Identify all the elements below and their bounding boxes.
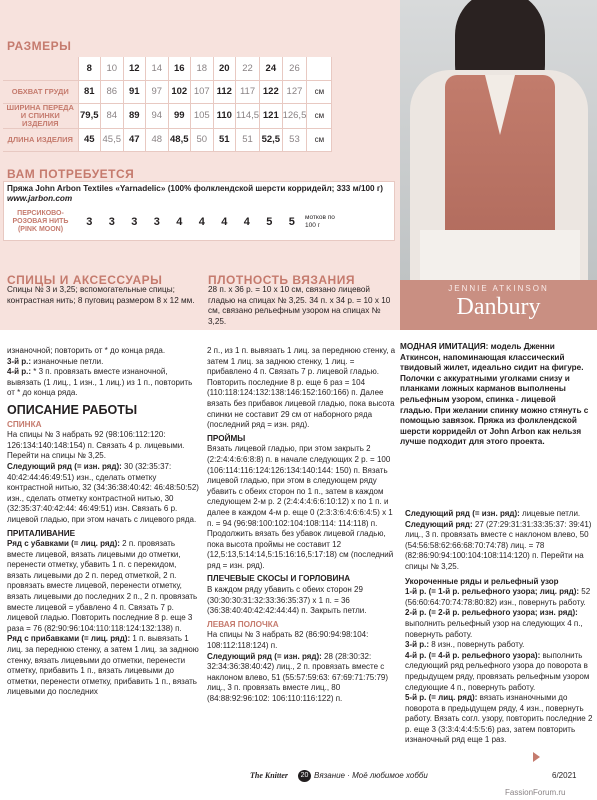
increase-row-label: Ряд с прибавками (= лиц. ряд): (7, 634, 131, 644)
size-header-cell: 16 (168, 57, 191, 80)
size-cell: 114,5 (236, 103, 260, 128)
site-credit: FassionForum.ru (505, 788, 566, 797)
size-cell: 79,5 (78, 103, 101, 128)
size-header-row (3, 57, 332, 80)
size-header-cell: 12 (123, 57, 146, 80)
col2-p0: 2 п., из 1 п. вывязать 1 лиц. за переднюю стенку, а затем 1 лиц. за заднюю стенку, 1 лиц. = прибавлено 4 п. Связать 7 р. лицевой гладью. Повторить последние 8 р. еще 6 раз = 104 (110:118:124:132:138:146:152:160:166) п. Далее вязать без прибавок лицевой гладью, пока высота спинки не составит 29 см от наборного ряда (последний ряд = изн. ряд). (207, 346, 396, 430)
short-rows-heading: Укороченные ряды и рельефный узор (405, 576, 559, 586)
continue-arrow-icon (533, 752, 540, 762)
yarn-qty-cell: 4 (243, 216, 250, 228)
yarn-qty-cell: 3 (153, 216, 160, 228)
size-header-cell: 24 (260, 57, 283, 80)
col3-r5-label: 5-й р. (= лиц. ряд): (405, 693, 478, 703)
intro-body: модель Дженни Аткинсон, напоминающая классический твидовый жилет, идеально сидит на фигуре. Полочки с аккуратными уголками снизу и планками ложных карманов выполнены рельефным узором, спинка - лицевой гладью. При желании спинку можно стянуть с помощью завязок. Пряжа из фолклендской шерсти корридейл от John Arbon как нельзя лучше подходит для этого проекта. (400, 342, 589, 447)
col1-r4-label: 4-й р.: (7, 367, 32, 377)
col3-r4-text: выполнить следующий ряд рельефного узора до поворота в предыдущем ряду, провязать рельефным узором следующие 4 п., повернуть работу. (405, 650, 590, 692)
size-cell: 81 (78, 80, 101, 103)
size-cell: 50 (191, 128, 214, 151)
col3-r4-label: 4-й р. (= 4-й р. рельефного узора): (405, 650, 541, 660)
size-cell: 51 (236, 128, 260, 151)
yarn-qty-cell: 3 (131, 216, 138, 228)
intro-lead: МОДНАЯ ИМИТАЦИЯ: (400, 342, 491, 351)
col1-r3-label: 3-й р.: (7, 356, 32, 366)
column-2 (207, 346, 397, 705)
model-photo (400, 0, 597, 280)
col1-next-row-label: Следующий ряд (= изн. ряд): (7, 461, 122, 471)
size-cell: 94 (146, 103, 169, 128)
left-front-text: На спицы № 3 набрать 82 (86:90:94:98:104: 108:112:118:124) п. (207, 630, 369, 651)
page-number: 20 (298, 770, 311, 782)
col3-r5-text: вязать изнаночными до поворота в предыдущем ряду, 4 изн., повернуть работу. Вязать согл. узору, повторить последние 2 р. еще 3 (3:3:4:4:4:5:5:6) раз, затем повторить изнаночный ряд еще 1 раз. (405, 693, 593, 745)
col3-r3-label: 3-й р.: (405, 640, 430, 650)
size-row-label: ШИРИНА ПЕРЕДА И СПИНКИ ИЗДЕЛИЯ (3, 103, 78, 128)
sizes-title: РАЗМЕРЫ (7, 39, 72, 53)
size-cell: 110 (213, 103, 236, 128)
yarn-qty-unit: мотков по 100 г (305, 214, 335, 229)
size-cell: 127 (282, 80, 307, 103)
size-header-cell: 18 (191, 57, 214, 80)
size-cell: 112 (213, 80, 236, 103)
col1-next-row-text: 30 (32:35:37: 40:42:44:46:49:51) изн., сделать отметку контрастной нитью, 32 (34:36:38:40:42: 46:48:50:52) изн., сделать отметку контрастной нитью, 30 (32:35:37:40:42:44: 46:49:51) изн. Связать 6 р. лицевой гладью, при этом начать с лицевого ряда. (7, 461, 199, 524)
size-row (3, 103, 332, 128)
size-unit: см (307, 128, 332, 151)
col3-next-row-label: Следующий ряд (= изн. ряд): (405, 509, 520, 518)
size-cell: 91 (123, 80, 146, 103)
size-row-label: ОБХВАТ ГРУДИ (3, 80, 78, 103)
author-name: JENNIE ATKINSON (448, 284, 549, 293)
back-text: На спицы № 3 набрать 92 (98:106:112:120: 126:134:140:148:154) п. Связать 4 р. лицевыми. Перейти на спицы № 3,25. (7, 430, 185, 461)
fitting-heading: ПРИТАЛИВАНИЕ (7, 528, 76, 538)
size-header-cell: 14 (146, 57, 169, 80)
magazine-name: The Knitter (250, 771, 289, 780)
col1-r4-text: * 3 п. провязать вместе изнаночной, вывязать (1 лиц., 1 изн., 1 лиц.) из 1 п., повторить от * до конца ряда. (7, 367, 193, 398)
col3-next-row-text: лицевые петли. (519, 509, 581, 518)
size-header-cell: 22 (236, 57, 260, 80)
increase-row-text: 1 п. вывязать 1 лиц. за переднюю стенку, а затем 1 лиц. за заднюю стенку, вязать лицевыми до отметки, перенести отметку, прибавить 1 п., вязать лицевыми до отметки, перенести отметку, прибавить 1 п., вязать лицевыми до последних (7, 634, 199, 697)
gauge-text: 28 п. x 36 р. = 10 x 10 см, связано лицевой гладью на спицах № 3,25. 34 п. x 34 р. = 10 x 10 см, связано рельефным узором на спицах № 3,25. (208, 285, 391, 326)
yarn-qty-cell: 3 (86, 216, 93, 228)
yarn-qty-cell: 4 (198, 216, 205, 228)
size-cell: 86 (101, 80, 124, 103)
size-row (3, 80, 332, 103)
size-cell: 99 (168, 103, 191, 128)
size-cell: 53 (282, 128, 307, 151)
size-cell: 97 (146, 80, 169, 103)
size-cell: 52,5 (260, 128, 283, 151)
shoulders-heading: ПЛЕЧЕВЫЕ СКОСЫ И ГОРЛОВИНА (207, 574, 351, 584)
size-header-cell: 26 (282, 57, 307, 80)
sizes-table (3, 57, 332, 152)
size-cell: 102 (168, 80, 191, 103)
issue-number: 6/2021 (552, 771, 577, 780)
decrease-row-label: Ряд с убавками (= лиц. ряд): (7, 539, 120, 549)
size-cell: 47 (123, 128, 146, 151)
size-row-label: ДЛИНА ИЗДЕЛИЯ (3, 128, 78, 151)
col2-next-row-text: 28 (28:30:32: 32:34:36:38:40:42) лиц., 2 п. провязать вместе с наклоном влево, 51 (55:57:59:63: 67:69:71:75:79) лиц., 3 п. провязать вместе лиц., 80 (84:88:92:96:102: 106:110:116:122) п. (207, 651, 389, 703)
size-cell: 89 (123, 103, 146, 128)
gauge-title: ПЛОТНОСТЬ ВЯЗАНИЯ (208, 273, 355, 287)
col3-r3-text: 8 изн., повернуть работу. (429, 640, 525, 650)
magazine-subtitle: Вязание · Моё любимое хобби (314, 771, 428, 780)
col3-r1-label: 1-й р. (= 1-й р. рельефного узора; лиц. ряд): (405, 587, 580, 597)
decrease-row-text: 2 п. провязать вместе лицевой, вязать лицевыми до отметки, перенести отметку, убавить 1 п. с перекидом, вязать лицевыми до 2 п. перед отметкой, 2 п. провязать вместе лицевой, перенести отметку, вязать лицевыми до последних 2 п., 2 п. провязать вместе лицевой = убавлено 4 п. Связать 7 р. лицевой гладью. Повторить последние 8 р. еще 3 раза = 76 (82:90:96:104:110:118:124:132:138) п. (7, 539, 198, 633)
size-cell: 48 (146, 128, 169, 151)
needles-title: СПИЦЫ И АКСЕССУАРЫ (7, 273, 163, 287)
yarn-qty-cell: 5 (266, 216, 273, 228)
work-description-heading: ОПИСАНИЕ РАБОТЫ (7, 402, 138, 417)
column-1 (7, 346, 199, 698)
size-unit: см (307, 80, 332, 103)
yarn-quantity-row (3, 205, 338, 239)
size-cell: 126,5 (282, 103, 307, 128)
size-cell: 45,5 (101, 128, 124, 151)
size-header-cell: 20 (213, 57, 236, 80)
yarn-qty-cell: 4 (176, 216, 183, 228)
yarn-website: www.jarbon.com (7, 194, 73, 203)
size-cell: 107 (191, 80, 214, 103)
col3-r2-text: выполнить рельефный узор на следующих 4 п., повернуть работу. (405, 618, 583, 639)
size-cell: 45 (78, 128, 101, 151)
materials-title: ВАМ ПОТРЕБУЕТСЯ (7, 167, 135, 181)
col1-r3-text: изнаночные петли. (31, 356, 104, 366)
column-3 (405, 509, 593, 746)
back-heading: СПИНКА (7, 419, 42, 429)
col3-next-row2-label: Следующий ряд: (405, 519, 473, 529)
skirt (420, 230, 580, 280)
col3-r1-text: 52 (56:60:64:70:74:78:80:82) изн., повернуть работу. (405, 587, 591, 607)
yarn-qty-cell: 3 (108, 216, 115, 228)
yarn-qty-cell: 5 (288, 216, 295, 228)
needles-text: Спицы № 3 и 3,25; вспомогательные спицы; контрастная нить; 8 пуговиц размером 8 x 12 мм. (7, 285, 195, 305)
yarn-qty-cell: 4 (221, 216, 228, 228)
size-cell: 117 (236, 80, 260, 103)
shoulders-text: В каждом ряду убавить с обеих сторон 29 (30:30:30:31:32:33:36:35:37) x 1 п. = 36 (36:38:40:40:42:42:44:44) п. Закрыть петли. (207, 585, 367, 616)
left-front-heading: ЛЕВАЯ ПОЛОЧКА (207, 619, 279, 629)
size-cell: 48,5 (168, 128, 191, 151)
size-cell: 121 (260, 103, 283, 128)
size-cell: 84 (101, 103, 124, 128)
size-cell: 51 (213, 128, 236, 151)
yarn-description: Пряжа John Arbon Textiles «Yarnadelic» (100% фолклендской шерсти корридейл; 333 м/100 г) (7, 184, 384, 193)
col2-next-row-label: Следующий ряд (= изн. ряд): (207, 651, 322, 661)
size-header-cell: 8 (78, 57, 101, 80)
size-unit: см (307, 103, 332, 128)
intro-text (400, 342, 590, 448)
col3-r2-label: 2-й р. (= 2-й р. рельефного узора; изн. ряд): (405, 608, 578, 618)
size-header-cell: 10 (101, 57, 124, 80)
size-cell: 105 (191, 103, 214, 128)
col3-next-row2-text: 27 (27:29:31:31:33:35:37: 39:41) лиц., 3 п. провязать вместе с наклоном влево, 50 (54:56:58:62:66:68:70:74:78) лиц. = 78 (82:86:90:94:100:104:108:114:120) п. Перейти на спицы № 3,25. (405, 519, 592, 571)
col1-p0: изнаночной; повторить от * до конца ряда. (7, 346, 166, 355)
armholes-text: Вязать лицевой гладью, при этом закрыть 2 (2:2:4:4:6:6:8:8) п. в начале следующих 2 р. = 100 (106:114:116:124:126:134:140:144: 150) п. Вязать лицевой гладью, при этом в следующем ряду убавить с обеих сторон по 1 п., затем в каждом следующем 2-м р. 2 (2:4:4:4:6:6:10:12) x по 1 п. и далее в каждом 4-м р. еще 0 (2:3:3:6:4:6:6:4:5) x 1 п. = 94 (96:98:100:102:104:108:114: 114:118) п. Продолжить вязать без убавок лицевой гладью, пока высота проймы не составит 12 (12,5:13,5:14:14,5:15:16:16,5:17:18) см (последний ряд = изн. ряд). (207, 444, 394, 570)
size-cell: 122 (260, 80, 283, 103)
armholes-heading: ПРОЙМЫ (207, 433, 246, 443)
yarn-color-label: ПЕРСИКОВО-РОЗОВАЯ НИТЬ (PINK MOON) (12, 210, 69, 233)
size-row (3, 128, 332, 151)
pattern-name: Danbury (456, 294, 541, 320)
